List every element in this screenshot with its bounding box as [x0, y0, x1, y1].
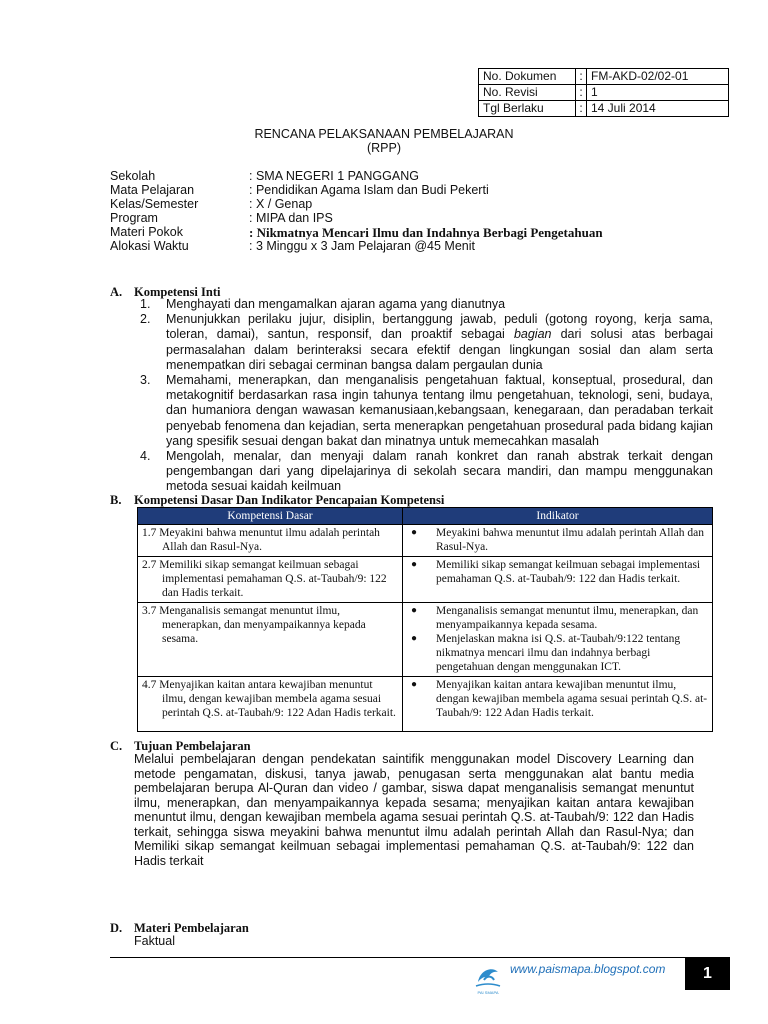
item-text: Mengolah, menalar, dan menyaji dalam ranah konkret dan ranah abstrak terkait dengan pengembangan dari yang dipelajarinya di sekolah secara mandiri, dan mampu menggunakan metoda sesuai kaidah keilmuan	[166, 449, 713, 494]
item-emphasis: bagian	[513, 327, 552, 342]
indicator-item	[407, 558, 708, 586]
identity-value: : SMA NEGERI 1 PANGGANG	[249, 169, 419, 183]
doc-info-separator: :	[576, 101, 587, 117]
indicator-item	[407, 678, 708, 720]
document-subtitle: (RPP)	[366, 141, 402, 155]
item-number: 3.	[140, 373, 151, 388]
indicator-list	[407, 604, 708, 674]
indicator-list	[407, 526, 708, 554]
indicator-item	[407, 526, 708, 554]
indicator-text: Meyakini bahwa menuntut ilmu adalah perintah Allah dan Rasul-Nya.	[436, 527, 704, 553]
logo-text: PAI SMAPA	[477, 990, 499, 995]
kd-text: 2.7 Memiliki sikap semangat keilmuan sebagai implementasi pemahaman Q.S. at-Taubah/9: 122 dan Hadis terkait.	[142, 559, 387, 599]
identity-label: Sekolah	[110, 169, 156, 183]
item-text-continued: dari solusi atas berbagai permasalahan dalam berinteraksi secara efektif dengan lingkungan sosial dan alam serta menempatkan diri sebagai cerminan bangsa dalam pergaulan dunia	[166, 327, 713, 372]
bullet-icon: ●	[411, 633, 418, 644]
indicator-cell	[403, 677, 713, 732]
indicator-list	[407, 678, 708, 720]
identity-label: Alokasi Waktu	[110, 239, 189, 253]
page-number: 1	[685, 958, 730, 990]
doc-info-row	[479, 101, 729, 117]
section-c-title: Tujuan Pembelajaran	[134, 739, 251, 753]
section-d-letter: D.	[110, 921, 123, 935]
kompetensi-inti-list	[140, 297, 713, 495]
indicator-item	[407, 604, 708, 632]
section-c-letter: C.	[110, 739, 123, 753]
doc-info-value: FM-AKD-02/02-01	[587, 69, 729, 85]
indicator-text: Menganalisis semangat menuntut ilmu, menerapkan, dan menyampaikannya kepada sesama.	[436, 605, 699, 631]
identity-value: : Nikmatnya Mencari Ilmu dan Indahnya Berbagi Pengetahuan	[249, 225, 603, 240]
bullet-icon: ●	[411, 605, 418, 616]
doc-info-separator: :	[576, 69, 587, 85]
section-b-heading	[110, 493, 444, 508]
item-number: 1.	[140, 297, 151, 311]
document-title: RENCANA PELAKSANAAN PEMBELAJARAN	[254, 127, 514, 141]
kd-table-row	[138, 677, 713, 732]
kompetensi-inti-item	[140, 312, 713, 373]
section-a-title: Kompetensi Inti	[134, 285, 221, 299]
kd-cell	[138, 677, 403, 732]
kd-text: 4.7 Menyajikan kaitan antara kewajiban menuntut ilmu, dengan kewajiban membela agama sesuai perintah Q.S. at-Taubah/9: 122 Adan Hadis terkait.	[142, 679, 396, 719]
kd-cell	[138, 603, 403, 677]
item-number: 4.	[140, 449, 151, 464]
bullet-icon: ●	[411, 527, 418, 538]
section-b-letter: B.	[110, 493, 122, 507]
doc-info-label: No. Revisi	[479, 85, 576, 101]
indicator-list	[407, 558, 708, 586]
kompetensi-inti-item	[140, 297, 713, 312]
section-b-title: Kompetensi Dasar Dan Indikator Pencapaian Kompetensi	[134, 493, 445, 507]
doc-info-row	[479, 85, 729, 101]
indicator-item	[407, 632, 708, 674]
identity-label: Kelas/Semester	[110, 197, 199, 211]
doc-info-row	[479, 69, 729, 85]
doc-info-separator: :	[576, 85, 587, 101]
item-text: Menghayati dan mengamalkan ajaran agama yang dianutnya	[166, 297, 506, 311]
tujuan-pembelajaran-text: Melalui pembelajaran dengan pendekatan saintifik menggunakan model Discovery Learning dan metode pengamatan, diskusi, tanya jawab, penugasan serta menggunakan alat bantu media pembelajaran berupa Al-Quran dan video / gambar, siswa dapat menganalisis semangat menuntut ilmu, menerapkan, dan menyampaikannya kepada sesama; menyajikan kaitan antara kewajiban menuntut ilmu, dengan kewajiban membela agama sesuai perintah Q.S. at-Taubah/9: 122 dan Hadis terkait, sehingga siswa meyakini bahwa menuntut ilmu adalah perintah Allah dan Rasul-Nya; dan Memiliki sikap semangat keilmuan sebagai implementasi pemahaman Q.S. at-Taubah/9: 122 dan Hadis terkait	[134, 752, 694, 868]
materi-pembelajaran-text: Faktual	[134, 934, 175, 948]
kd-cell	[138, 525, 403, 557]
kd-text: 1.7 Meyakini bahwa menuntut ilmu adalah perintah Allah dan Rasul-Nya.	[142, 527, 380, 553]
kompetensi-inti-item	[140, 373, 713, 449]
identity-value: : 3 Minggu x 3 Jam Pelajaran @45 Menit	[249, 239, 475, 253]
section-d-title: Materi Pembelajaran	[134, 921, 249, 935]
dolphin-logo-icon	[470, 960, 506, 996]
item-text: Memahami, menerapkan, dan menganalisis pengetahuan faktual, konseptual, prosedural, dan metakognitif berdasarkan rasa ingin tahunya tentang ilmu pengetahuan, teknologi, seni, budaya, dan humaniora dengan wawasan kemanusiaan,kebangsaan, kenegaraan, dan peradaban terkait penyebab fenomena dan kejadian, serta menerapkan pengetahuan prosedural pada bidang kajian yang spesifik sesuai dengan bakat dan minatnya untuk memecahkan masalah	[166, 373, 713, 448]
identity-label: Mata Pelajaran	[110, 183, 195, 197]
identity-value: : Pendidikan Agama Islam dan Budi Pekerti	[249, 183, 489, 197]
doc-info-label: No. Dokumen	[479, 69, 576, 85]
kd-table-row	[138, 603, 713, 677]
identity-value: : X / Genap	[249, 197, 313, 211]
bullet-icon: ●	[411, 559, 418, 570]
doc-info-label: Tgl Berlaku	[479, 101, 576, 117]
kd-text: 3.7 Menganalisis semangat menuntut ilmu, menerapkan, dan menyampaikannya kepada sesama.	[142, 605, 366, 645]
bullet-icon: ●	[411, 679, 418, 690]
document-info-table	[478, 68, 729, 117]
doc-info-value: 14 Juli 2014	[587, 101, 729, 117]
indicator-cell	[403, 603, 713, 677]
blog-url-link[interactable]: www.paismapa.blogspot.com	[510, 962, 666, 976]
indicator-cell	[403, 557, 713, 603]
column-header-kompetensi-dasar: Kompetensi Dasar	[138, 508, 403, 525]
footer-divider	[110, 957, 730, 958]
doc-info-value: 1	[587, 85, 729, 101]
item-number: 2.	[140, 312, 151, 327]
kd-table-row	[138, 525, 713, 557]
kompetensi-dasar-table	[137, 507, 713, 732]
indicator-text: Memiliki sikap semangat keilmuan sebagai implementasi pemahaman Q.S. at-Taubah/9: 122 dan Hadis terkait.	[436, 559, 701, 585]
item-text: Menunjukkan perilaku jujur, disiplin, bertanggung jawab, peduli (gotong royong, kerja sama, toleran, damai), santun, responsif, dan proaktif sebagai	[166, 312, 713, 342]
kd-table-row	[138, 557, 713, 603]
column-header-indikator: Indikator	[403, 508, 713, 525]
indicator-text: Menjelaskan makna isi Q.S. at-Taubah/9:122 tentang nikmatnya mencari ilmu dan indahnya berbagi pengetahuan dengan menggunakan ICT.	[436, 633, 681, 673]
indicator-text: Menyajikan kaitan antara kewajiban menuntut ilmu, dengan kewajiban membela agama sesuai perintah Q.S. at-Taubah/9: 122 Adan Hadis terkait.	[436, 679, 708, 719]
identity-label: Program	[110, 211, 158, 225]
kompetensi-inti-item	[140, 449, 713, 495]
indicator-cell	[403, 525, 713, 557]
section-a-letter: A.	[110, 285, 123, 299]
kd-cell	[138, 557, 403, 603]
identity-label: Materi Pokok	[110, 225, 183, 239]
identity-value: : MIPA dan IPS	[249, 211, 333, 225]
